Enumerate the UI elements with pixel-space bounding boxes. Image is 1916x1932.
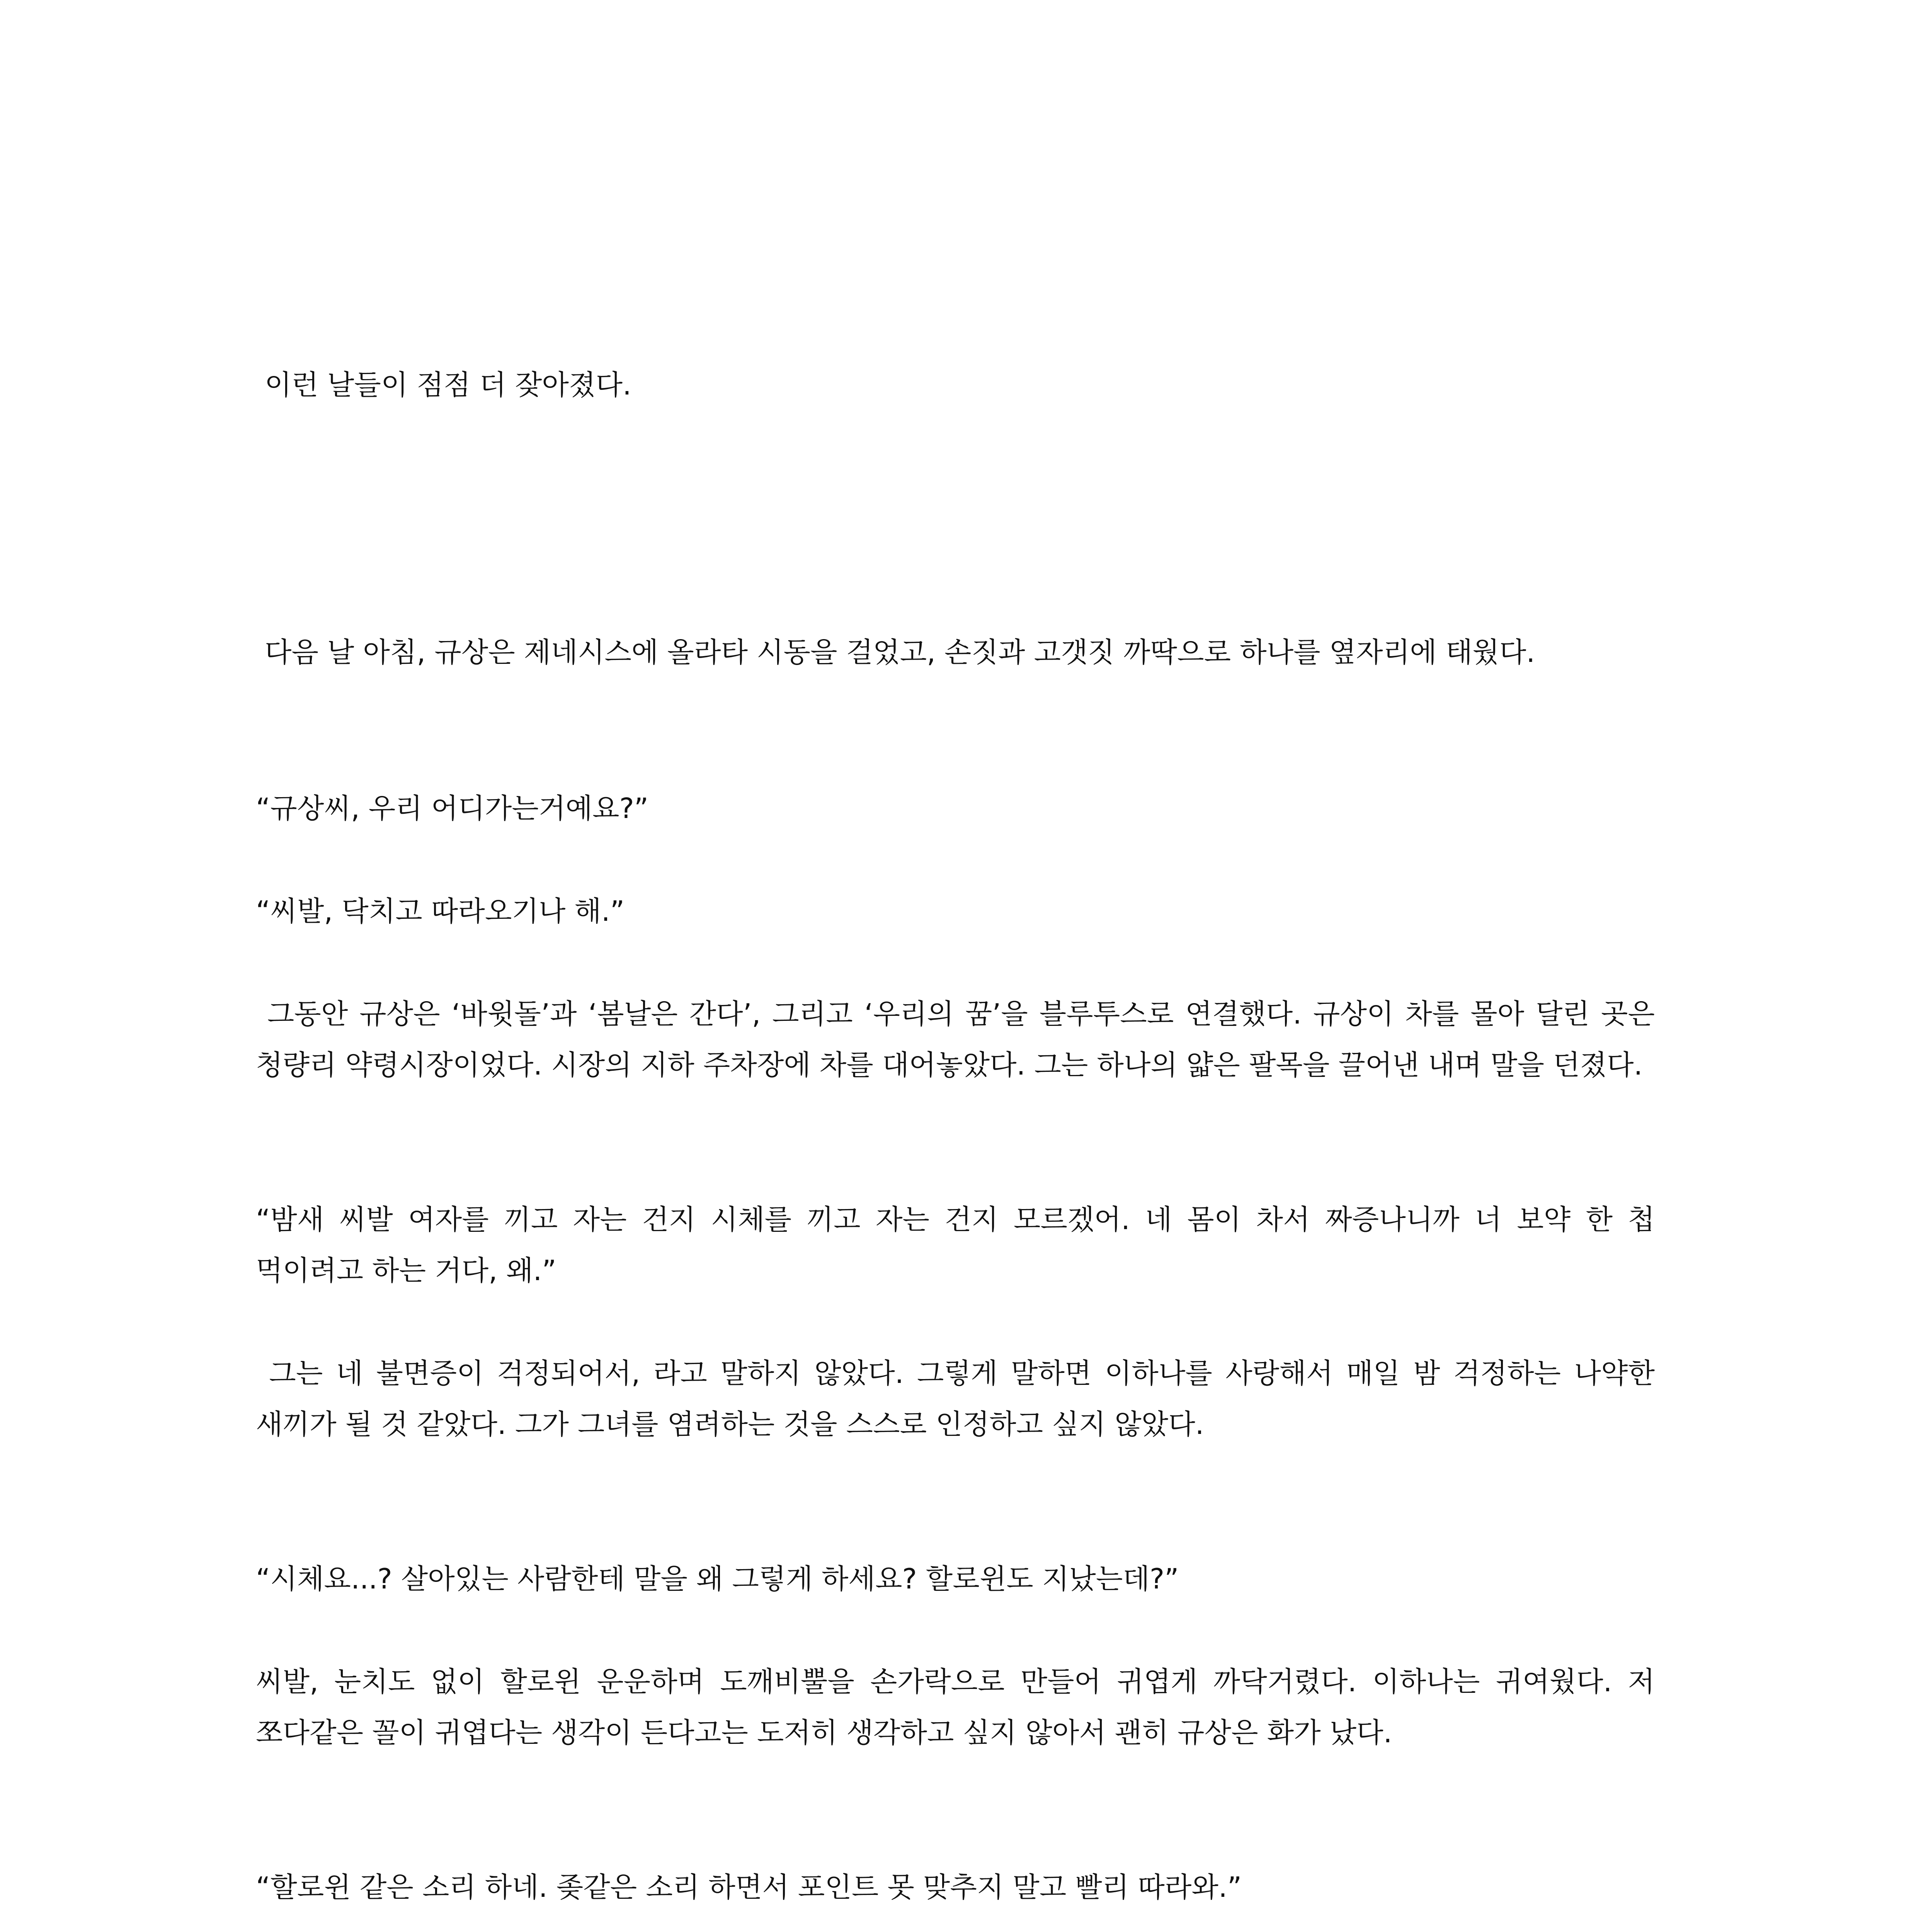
paragraph: “밤새 씨발 여자를 끼고 자는 건지 시체를 끼고 자는 건지 모르겠어. 네 몸이 차서 짜증나니까 너 보약 한 첩 먹이려고 하는 거다, 왜.” [256, 1203, 1664, 1287]
paragraph: 다음 날 아침, 규상은 제네시스에 올라타 시동을 걸었고, 손짓과 고갯짓 까딱으로 하나를 옆자리에 태웠다. [256, 636, 1535, 668]
paragraph: “규상씨, 우리 어디가는거예요?” [256, 792, 649, 825]
paragraph: 씨발, 눈치도 없이 할로윈 운운하며 도깨비뿔을 손가락으로 만들어 귀엽게 까닥거렸다. 이하나는 귀여웠다. 저 쪼다같은 꼴이 귀엽다는 생각이 든다고는 도저히 생각하고 싶지 않아서 괜히 규상은 화가 났다. [256, 1665, 1664, 1749]
paragraph: 이런 날들이 점점 더 잦아졌다. [256, 369, 631, 401]
paragraph: 그동안 규상은 ‘바윗돌’과 ‘봄날은 간다’, 그리고 ‘우리의 꿈’을 블루투스로 연결했다. 규상이 차를 몰아 달린 곳은 청량리 약령시장이었다. 시장의 지하 주차장에 차를 대어놓았다. 그는 하나의 얇은 팔목을 끌어낸 내며 말을 던졌다. [256, 998, 1664, 1081]
paragraph: “시체요...? 살아있는 사람한테 말을 왜 그렇게 하세요? 할로윈도 지났는데?” [256, 1563, 1179, 1595]
paragraph: “씨발, 닥치고 따라오기나 해.” [256, 895, 625, 927]
paragraph: 그는 네 불면증이 걱정되어서, 라고 말하지 않았다. 그렇게 말하면 이하나를 사랑해서 매일 밤 걱정하는 나약한 새끼가 될 것 같았다. 그가 그녀를 염려하는 것을 스스로 인정하고 싶지 않았다. [256, 1357, 1664, 1440]
paragraph: “할로윈 같은 소리 하네. 좆같은 소리 하면서 포인트 못 맞추지 말고 빨리 따라와.” [256, 1871, 1242, 1903]
